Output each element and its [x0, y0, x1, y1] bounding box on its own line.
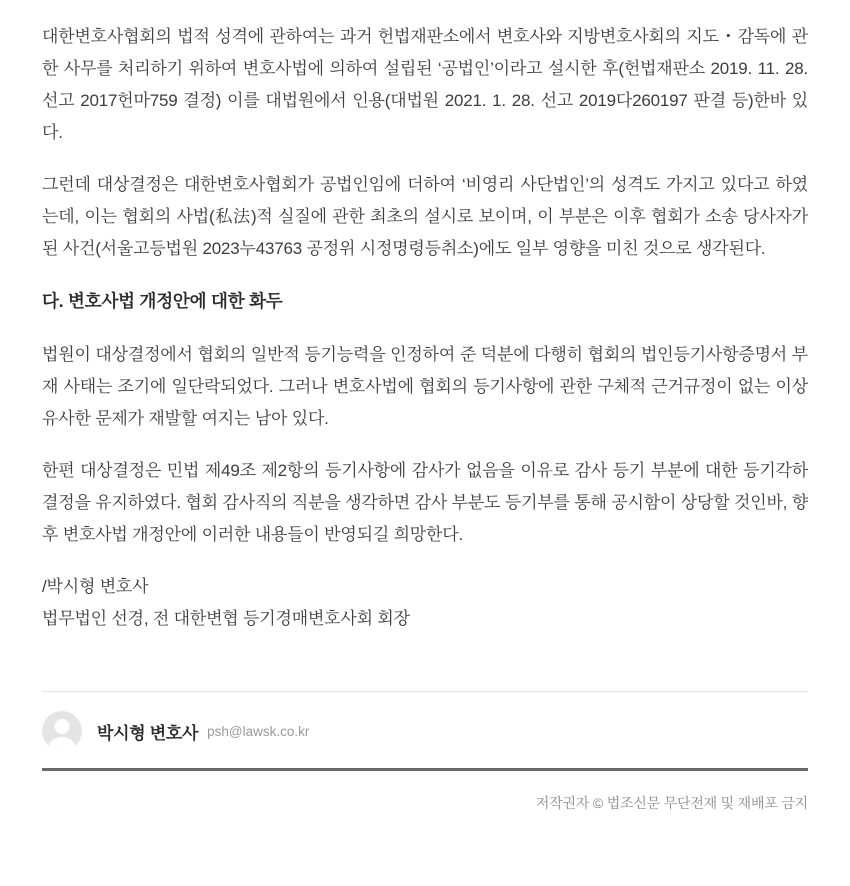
paragraph-nonprofit-character: 그런데 대상결정은 대한변호사협회가 공법인임에 더하여 ‘비영리 사단법인’의 성격도 가지고 있다고 하였는데, 이는 협회의 사법(私法)적 실질에 관한 최초의 설시로 보이며, 이 부분은 이후 협회가 소송 당사자가 된 사건(서울고등법원 2023누43763 공정위 시정명령등취소)에도 일부 영향을 미친 것으로 생각된다.	[42, 175, 808, 258]
author-email[interactable]: psh@lawsk.co.kr	[207, 723, 310, 739]
author-name[interactable]: 박시형 변호사	[97, 723, 199, 743]
article-body	[42, 21, 808, 635]
paragraph-auditor-registration: 한편 대상결정은 민법 제49조 제2항의 등기사항에 감사가 없음을 이유로 감사 등기 부분에 대한 등기각하결정을 유지하였다. 협회 감사직의 직분을 생각하면 감사 부분도 등기부를 통해 공시함이 상당할 것인바, 향후 변호사법 개정안에 이러한 내용들이 반영되길 희망한다.	[42, 461, 808, 544]
paragraph-legal-status: 대한변호사협회의 법적 성격에 관하여는 과거 헌법재판소에서 변호사와 지방변호사회의 지도・감독에 관한 사무를 처리하기 위하여 변호사법에 의하여 설립된 ‘공법인’이라고 설시한 후(헌법재판소 2019. 11. 28. 선고 2017헌마759 결정) 이를 대법원에서 인용(대법원 2021. 1. 28. 선고 2019다260197 판결 등)한바 있다.	[42, 27, 808, 142]
avatar[interactable]	[42, 711, 82, 751]
section-heading: 다. 변호사법 개정안에 대한 화두	[42, 291, 283, 311]
copyright-notice: 저작권자 © 법조신문 무단전재 및 재배포 금지	[535, 795, 808, 811]
byline-affiliation: 법무법인 선경, 전 대한변협 등기경매변호사회 회장	[42, 609, 410, 628]
author-card[interactable]	[42, 692, 808, 768]
paragraph-registration-capability: 법원이 대상결정에서 협회의 일반적 등기능력을 인정하여 준 덕분에 다행히 협회의 법인등기사항증명서 부재 사태는 조기에 일단락되었다. 그러나 변호사법에 협회의 등기사항에 관한 구체적 근거규정이 없는 이상 유사한 문제가 재발할 여지는 남아 있다.	[42, 345, 808, 428]
byline	[42, 571, 808, 635]
byline-author: /박시형 변호사	[42, 577, 149, 596]
person-silhouette-icon	[42, 711, 82, 751]
